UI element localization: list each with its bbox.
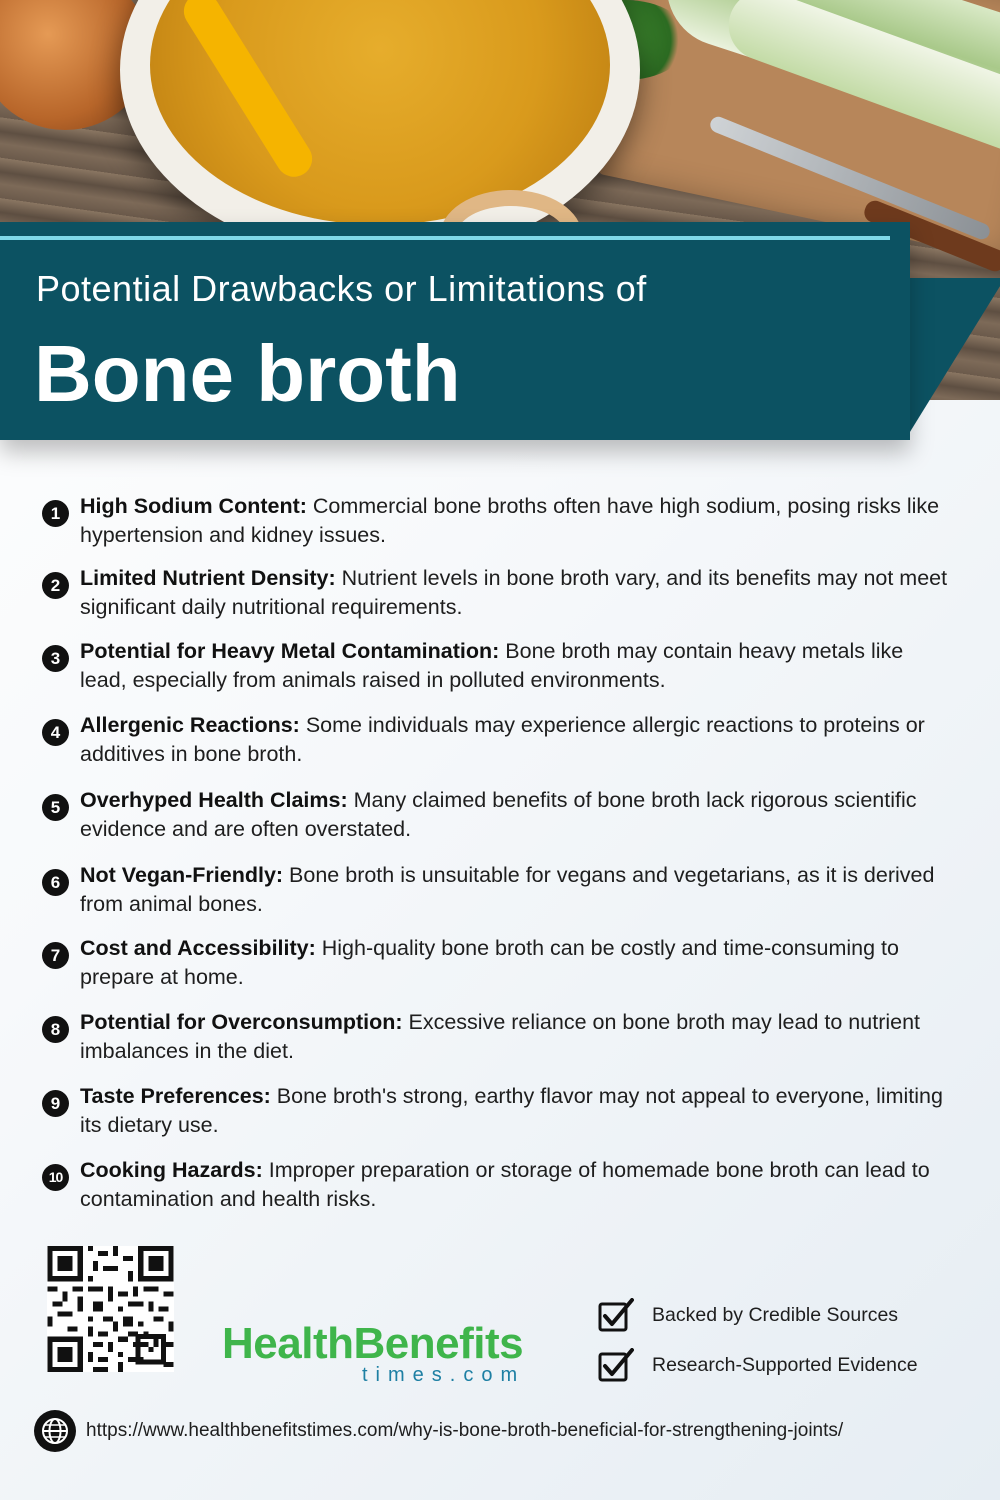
- page-title: Bone broth: [34, 329, 461, 418]
- item-text: [80, 1082, 950, 1140]
- item-body: Some individuals may experience allergic reactions to proteins or additives in bone broth.: [80, 713, 925, 766]
- item-number-badge: 2: [42, 572, 69, 599]
- item-text: [80, 637, 950, 695]
- item-body: Bone broth is unsuitable for vegans and vegetarians, as it is derived from animal bones.: [80, 863, 935, 916]
- item-body: Bone broth may contain heavy metals like lead, especially from animals raised in polluted environments.: [80, 639, 904, 692]
- page-subtitle: Potential Drawbacks or Limitations of: [36, 268, 647, 309]
- item-heading: Overhyped Health Claims:: [80, 788, 348, 812]
- item-text: [80, 564, 950, 622]
- item-text: [80, 711, 950, 769]
- logo-health: Health: [222, 1319, 354, 1368]
- item-text: [80, 1156, 950, 1214]
- item-body: Nutrient levels in bone broth vary, and its benefits may not meet significant daily nutritional requirements.: [80, 566, 948, 619]
- item-heading: Potential for Overconsumption:: [80, 1010, 403, 1034]
- item-heading: Not Vegan-Friendly:: [80, 863, 284, 887]
- item-number-badge: 3: [42, 645, 69, 672]
- item-number-badge: 7: [42, 942, 69, 969]
- checkmark-box-icon: [598, 1348, 634, 1384]
- item-heading: Allergenic Reactions:: [80, 713, 300, 737]
- checkmark-box-icon: [598, 1298, 634, 1334]
- source-link-row[interactable]: [34, 1410, 974, 1452]
- item-text: [80, 1008, 950, 1066]
- item-number-badge: 6: [42, 869, 69, 896]
- logo-wordmark: [222, 1319, 542, 1368]
- item-heading: Cost and Accessibility:: [80, 936, 316, 960]
- item-text: [80, 934, 950, 992]
- item-heading: Potential for Heavy Metal Contamination:: [80, 639, 500, 663]
- logo-domain: times.com: [362, 1364, 526, 1386]
- item-heading: Limited Nutrient Density:: [80, 566, 336, 590]
- item-heading: Cooking Hazards:: [80, 1158, 263, 1182]
- item-body: Commercial bone broths often have high sodium, posing risks like hypertension and kidney issues.: [80, 494, 940, 547]
- logo-benefits: Benefits: [353, 1319, 524, 1368]
- health-benefits-times-logo[interactable]: [222, 1319, 542, 1390]
- source-url-link[interactable]: https://www.healthbenefitstimes.com/why-is-bone-broth-beneficial-for-strengthening-joints/: [86, 1420, 844, 1441]
- item-number-badge: 10: [42, 1164, 69, 1191]
- qr-code[interactable]: [47, 1246, 174, 1372]
- item-number-badge: 1: [42, 500, 69, 527]
- badge-label: Research-Supported Evidence: [652, 1354, 918, 1376]
- item-body: Bone broth's strong, earthy flavor may not appeal to everyone, limiting its dietary use.: [80, 1084, 943, 1137]
- globe-icon: [34, 1410, 76, 1452]
- item-body: Many claimed benefits of bone broth lack rigorous scientific evidence and are often overstated.: [80, 788, 917, 841]
- badge-label: Backed by Credible Sources: [652, 1304, 899, 1326]
- qr-code-graphic: [47, 1246, 174, 1372]
- credible-sources-badge: [598, 1298, 958, 1338]
- item-body: High-quality bone broth can be costly and time-consuming to prepare at home.: [80, 936, 899, 989]
- item-number-badge: 5: [42, 794, 69, 821]
- item-text: [80, 492, 950, 550]
- item-body: Improper preparation or storage of homemade bone broth can lead to contamination and health risks.: [80, 1158, 930, 1211]
- item-heading: High Sodium Content:: [80, 494, 307, 518]
- research-evidence-badge: [598, 1348, 958, 1388]
- item-body: Excessive reliance on bone broth may lead to nutrient imbalances in the diet.: [80, 1010, 921, 1063]
- item-number-badge: 8: [42, 1016, 69, 1043]
- item-text: [80, 786, 950, 844]
- banner-accent-line: [0, 236, 890, 240]
- item-text: [80, 861, 950, 919]
- item-number-badge: 9: [42, 1090, 69, 1117]
- item-number-badge: 4: [42, 719, 69, 746]
- item-heading: Taste Preferences:: [80, 1084, 271, 1108]
